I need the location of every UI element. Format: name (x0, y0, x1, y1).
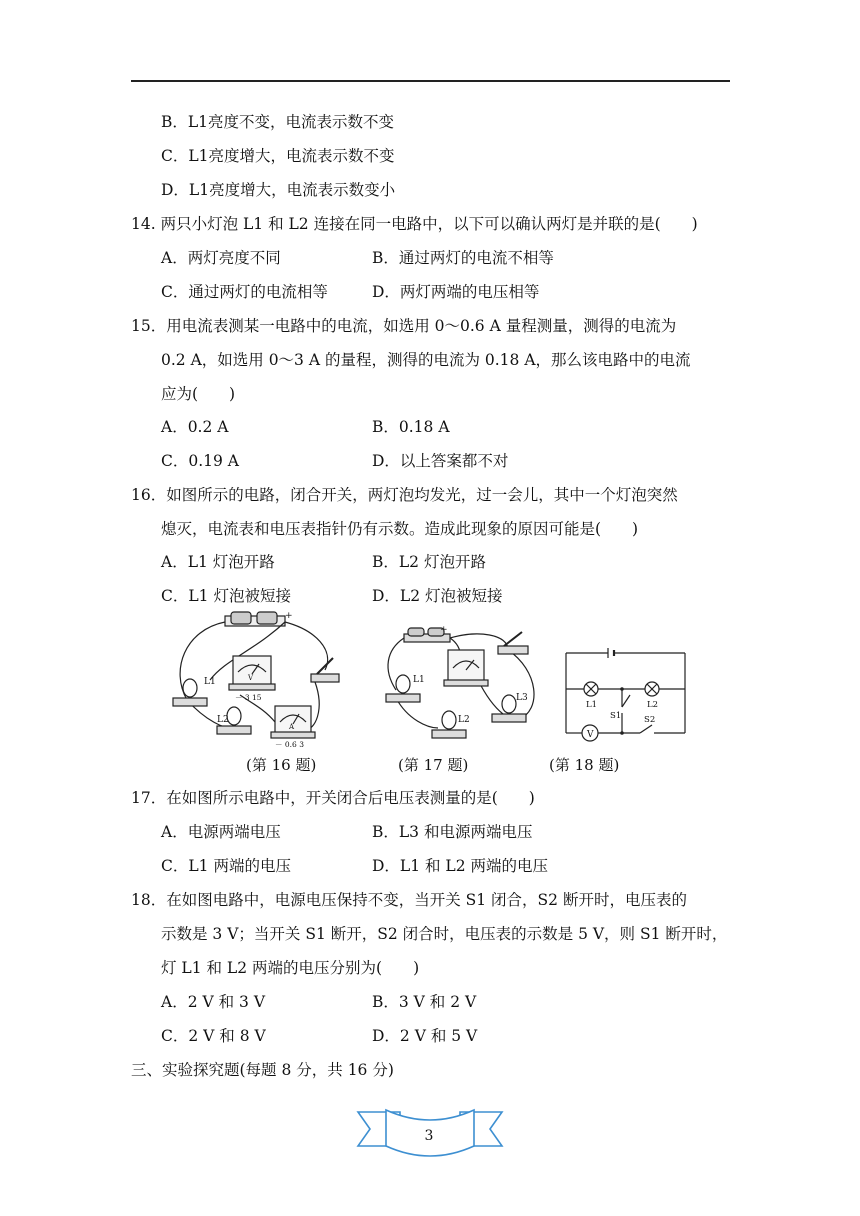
q18-option-d: D．2 V 和 5 V (372, 1027, 478, 1045)
q15-stem-line3: 应为( ) (161, 385, 236, 403)
q15-stem-line1: 15．用电流表测某一电路中的电流，如选用 0～0.6 A 量程测量，测得的电流为 (131, 317, 677, 335)
q16-option-b: B．L2 灯泡开路 (372, 553, 486, 571)
svg-text:+: + (285, 611, 293, 621)
q13-option-d: D．L1亮度增大，电流表示数变小 (161, 181, 396, 199)
f18-s2-label: S2 (644, 715, 656, 725)
f16-ammeter-label: A (289, 723, 295, 731)
q14-option-c: C．通过两灯的电流相等 (161, 283, 328, 301)
f17-l3-label: L3 (516, 693, 528, 703)
q15-option-d: D．以上答案都不对 (372, 452, 509, 470)
q13-option-b: B．L1亮度不变，电流表示数不变 (161, 113, 395, 131)
q15-option-b: B．0.18 A (372, 418, 450, 436)
q18-option-a: A．2 V 和 3 V (161, 993, 266, 1011)
q18-option-b: B．3 V 和 2 V (372, 993, 477, 1011)
q17-option-b: B．L3 和电源两端电压 (372, 823, 533, 841)
q14-option-b: B．通过两灯的电流不相等 (372, 249, 554, 267)
q16-option-a: A．L1 灯泡开路 (161, 553, 275, 571)
q14-option-d: D．两灯两端的电压相等 (372, 283, 540, 301)
f18-voltmeter-label: V (587, 730, 594, 740)
f18-l1-label: L1 (586, 700, 598, 710)
q16-stem-line1: 16．如图所示的电路，闭合开关，两灯泡均发光，过一会儿，其中一个灯泡突然 (131, 486, 678, 504)
figure-16-caption: (第 16 题) (246, 756, 317, 774)
q17-option-c: C．L1 两端的电压 (161, 857, 291, 875)
f16-voltmeter-label: V (248, 674, 254, 682)
f17-l2-label: L2 (458, 715, 470, 725)
q14-option-a: A．两灯亮度不同 (161, 249, 281, 267)
svg-text:+: + (440, 625, 448, 635)
q15-stem-line2: 0.2 A，如选用 0～3 A 的量程，测得的电流为 0.18 A，那么该电路中的电流 (161, 351, 691, 369)
header-rule (131, 80, 730, 82)
f18-s1-label: S1 (610, 711, 622, 721)
q13-option-c: C．L1亮度增大，电流表示数不变 (161, 147, 395, 165)
q17-stem: 17．在如图所示电路中，开关闭合后电压表测量的是( ) (131, 789, 535, 807)
q16-option-c: C．L1 灯泡被短接 (161, 587, 291, 605)
q18-stem-line3: 灯 L1 和 L2 两端的电压分别为( ) (161, 959, 420, 977)
figure-18-caption: (第 18 题) (549, 756, 620, 774)
section-3-heading: 三、实验探究题(每题 8 分，共 16 分) (131, 1061, 394, 1079)
q17-option-d: D．L1 和 L2 两端的电压 (372, 857, 549, 875)
f16-voltmeter-scale: － 3 15 (235, 693, 262, 702)
figure-16-circuit (165, 610, 355, 750)
f16-ammeter-scale: － 0.6 3 (275, 740, 304, 749)
f17-l1-label: L1 (413, 675, 425, 685)
page-number: 3 (424, 1128, 434, 1144)
q15-option-a: A．0.2 A (161, 418, 229, 436)
q17-option-a: A．电源两端电压 (161, 823, 281, 841)
q15-option-c: C．0.19 A (161, 452, 239, 470)
q18-stem-line2: 示数是 3 V；当开关 S1 断开，S2 闭合时，电压表的示数是 5 V，则 S1 断开时， (161, 925, 728, 943)
f16-l2-label: L2 (217, 715, 229, 725)
q16-option-d: D．L2 灯泡被短接 (372, 587, 503, 605)
figure-17-caption: (第 17 题) (398, 756, 469, 774)
q18-option-c: C．2 V 和 8 V (161, 1027, 266, 1045)
f18-l2-label: L2 (647, 700, 659, 710)
q18-stem-line1: 18．在如图电路中，电源电压保持不变，当开关 S1 闭合，S2 断开时，电压表的 (131, 891, 687, 909)
q14-stem: 14. 两只小灯泡 L1 和 L2 连接在同一电路中，以下可以确认两灯是并联的是( ) (131, 215, 698, 233)
q16-stem-line2: 熄灭，电流表和电压表指针仍有示数。造成此现象的原因可能是( ) (161, 520, 639, 538)
figure-17-circuit (378, 610, 548, 750)
f16-l1-label: L1 (204, 677, 216, 687)
figure-18-circuit (558, 645, 690, 749)
